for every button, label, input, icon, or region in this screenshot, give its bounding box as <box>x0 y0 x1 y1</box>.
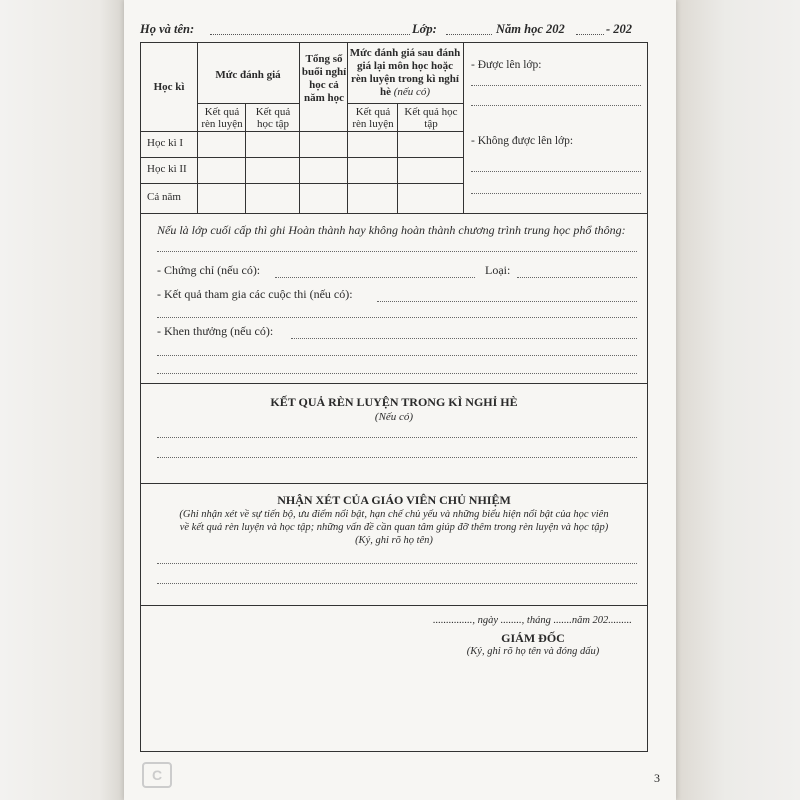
duoc-len-lop-label: - Được lên lớp: <box>471 59 542 71</box>
khen-thuong-line-2[interactable] <box>157 355 637 356</box>
khong-len-lop-line-2[interactable] <box>471 193 641 194</box>
row-ca-nam: Cả năm <box>147 191 181 203</box>
year-separator: - 202 <box>606 22 633 36</box>
col-mucdanhgia-header: Mức đánh giá <box>215 69 281 81</box>
nhan-xet-desc-1: (Ghi nhận xét về sự tiến bộ, ưu điểm nổi bật, hạn chế chủ yếu và những biểu hiện nổi bật của học viên <box>179 509 609 520</box>
col-sau-renluyen: Kết quả rèn luyện <box>352 106 394 130</box>
khen-thuong-line-3[interactable] <box>157 373 637 374</box>
ket-qua-he-line-1[interactable] <box>157 437 637 438</box>
col-sau-hoctap: Kết quả học tập <box>404 106 458 130</box>
loai-label: Loại: <box>485 263 511 277</box>
page-number: 3 <box>654 771 660 785</box>
class-field[interactable] <box>446 34 492 35</box>
chung-chi-label: - Chứng chỉ (nếu có): <box>157 263 261 277</box>
cuoc-thi-field[interactable] <box>377 301 637 302</box>
col-ketqua-hoctap: Kết quả học tập <box>255 106 291 130</box>
year-start-field[interactable] <box>576 34 604 35</box>
khong-len-lop-label: - Không được lên lớp: <box>471 135 574 147</box>
name-field[interactable] <box>210 34 410 35</box>
khen-thuong-label: - Khen thưởng (nếu có): <box>157 324 274 338</box>
row-hocki-2: Học kì II <box>147 163 187 175</box>
background-left <box>0 0 124 800</box>
nhan-xet-desc-2: về kết quả rèn luyện và học tập; những vấn đề cần quan tâm giúp đỡ thêm trong rèn luyện và học tập) <box>179 522 609 533</box>
student-header <box>140 22 666 40</box>
document-page <box>124 0 676 800</box>
tot-nghiep-intro: Nếu là lớp cuối cấp thì ghi Hoàn thành hay không hoàn thành chương trình trung học phổ thông: <box>157 223 626 237</box>
khong-len-lop-line-1[interactable] <box>471 171 641 172</box>
col-ketqua-renluyen: Kết quả rèn luyện <box>201 106 243 130</box>
signature-date: ..............., ngày ........, tháng .......năm 202......... <box>433 615 632 626</box>
year-label: Năm học 202 <box>496 22 565 36</box>
ket-qua-he-title: KẾT QUẢ RÈN LUYỆN TRONG KÌ NGHỈ HÈ <box>270 395 518 409</box>
col-sau-danhgia-header: Mức đánh giá sau đánh giá lại môn học hoặc rèn luyện trong kì nghỉ hè (nếu có) <box>349 47 461 98</box>
name-label: Họ và tên: <box>140 22 195 36</box>
col-hocki-header: Học kì <box>153 81 185 93</box>
tot-nghiep-line[interactable] <box>157 251 637 252</box>
khen-thuong-field[interactable] <box>291 338 637 339</box>
class-label: Lớp: <box>412 22 437 36</box>
giam-doc-sign: (Ký, ghi rõ họ tên và đóng dấu) <box>466 646 600 657</box>
loai-field[interactable] <box>517 277 637 278</box>
nhan-xet-sign: (Ký, ghi rõ họ tên) <box>355 535 433 546</box>
ket-qua-he-subtitle: (Nếu có) <box>374 411 414 423</box>
ket-qua-he-line-2[interactable] <box>157 457 637 458</box>
col-tongso-header: Tổng số buổi nghỉ học cả năm học <box>301 53 347 104</box>
background-right <box>676 0 800 800</box>
nhan-xet-line-2[interactable] <box>157 583 637 584</box>
publisher-logo-icon: C <box>142 762 172 788</box>
cuoc-thi-label: - Kết quả tham gia các cuộc thi (nếu có): <box>157 287 353 301</box>
chung-chi-field[interactable] <box>275 277 475 278</box>
row-hocki-1: Học kì I <box>147 137 184 149</box>
record-frame <box>140 42 648 752</box>
duoc-len-lop-line-1[interactable] <box>471 85 641 86</box>
giam-doc-title: GIÁM ĐỐC <box>501 631 565 645</box>
nhan-xet-title: NHẬN XÉT CỦA GIÁO VIÊN CHỦ NHIỆM <box>277 493 511 507</box>
cuoc-thi-line-2[interactable] <box>157 317 637 318</box>
nhan-xet-line-1[interactable] <box>157 563 637 564</box>
duoc-len-lop-line-2[interactable] <box>471 105 641 106</box>
